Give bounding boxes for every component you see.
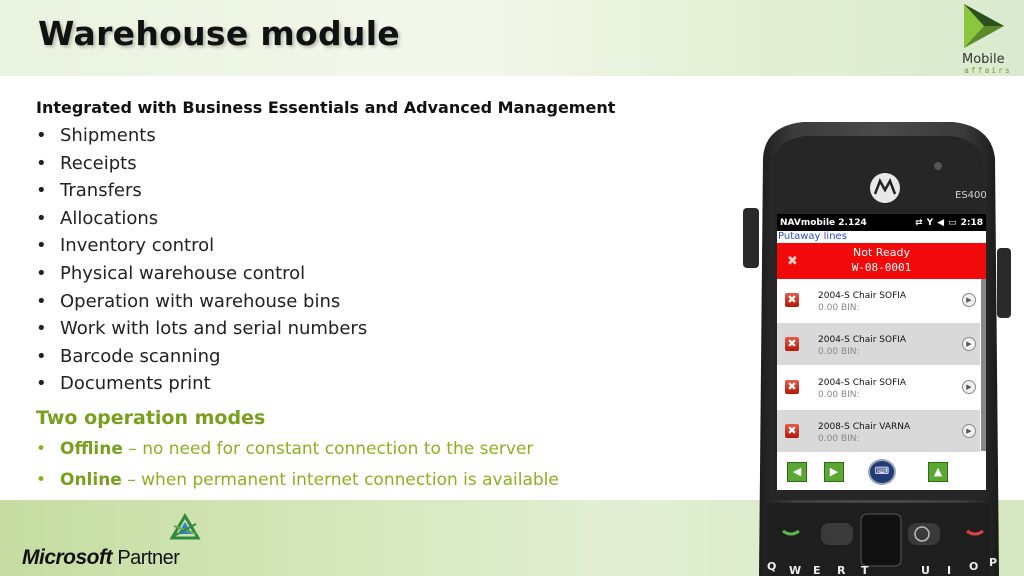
feature-item: • Transfers: [36, 178, 736, 206]
feature-item: • Work with lots and serial numbers: [36, 316, 736, 344]
svg-text:U: U: [921, 564, 930, 576]
slide-content: [36, 98, 736, 497]
feature-item: • Documents print: [36, 371, 736, 399]
line-detail: 0.00 BIN:: [818, 346, 860, 357]
logo-word-mobile: Mobile: [962, 52, 1005, 67]
svg-text:T: T: [861, 564, 869, 576]
feature-item: • Shipments: [36, 123, 736, 151]
scrollbar[interactable]: [981, 279, 986, 451]
feature-item: • Receipts: [36, 151, 736, 179]
mode-desc: – no need for constant connection to the server: [122, 438, 534, 459]
keyboard-icon[interactable]: ⌨: [868, 459, 896, 485]
back-button[interactable]: ◀: [787, 462, 807, 482]
svg-text:P: P: [989, 556, 998, 569]
motorola-logo-icon: [870, 173, 900, 203]
status-error-icon: ✖: [787, 254, 798, 269]
line-item: 2004-S Chair SOFIA: [818, 334, 907, 345]
line-item: 2004-S Chair SOFIA: [818, 291, 907, 301]
device-screen: [777, 214, 986, 490]
home-icon[interactable]: ▲: [928, 462, 948, 482]
arrow-right-icon[interactable]: ▶: [962, 337, 976, 351]
status-bar: [777, 214, 986, 231]
list-item[interactable]: [777, 279, 980, 323]
mode-desc: – when permanent internet connection is available: [121, 469, 559, 490]
partner-word: Partner: [117, 547, 180, 569]
logo-word-affairs: affairs: [964, 66, 1012, 75]
svg-text:R: R: [837, 564, 846, 576]
list-item[interactable]: [777, 323, 980, 367]
subheading: Integrated with Business Essentials and Advanced Management: [36, 98, 616, 117]
model-label: ES400: [955, 190, 987, 201]
volume-icon: ◀: [937, 217, 945, 228]
clock: 2:18: [960, 217, 983, 228]
arrow-right-icon[interactable]: ▶: [962, 380, 976, 394]
delete-icon[interactable]: ✖: [785, 293, 799, 307]
mode-name: Offline: [60, 438, 123, 459]
page-title: Warehouse module: [38, 14, 400, 53]
svg-text:W: W: [789, 564, 802, 576]
feature-list: [36, 123, 736, 399]
feature-item: • Inventory control: [36, 233, 736, 261]
mode-name: Online: [60, 469, 122, 490]
microsoft-partner-label: [22, 546, 179, 570]
svg-text:O: O: [969, 560, 979, 573]
feature-item: • Barcode scanning: [36, 344, 736, 372]
app-version: NAVmobile 2.124: [780, 217, 867, 228]
document-number: W-08-0001: [851, 261, 912, 274]
modes-list: [36, 435, 736, 497]
microsoft-partner-icon: [168, 512, 202, 546]
putaway-lines: [777, 279, 980, 453]
line-detail: 0.00 BIN:: [818, 433, 860, 444]
line-item: 2004-S Chair SOFIA: [818, 378, 907, 388]
svg-text:Q: Q: [767, 560, 777, 573]
mobile-affairs-logo: [960, 0, 1024, 76]
arrow-right-icon[interactable]: ▶: [962, 293, 976, 307]
feature-item: • Operation with warehouse bins: [36, 289, 736, 317]
document-status: Not Ready: [853, 246, 910, 259]
delete-icon[interactable]: ✖: [785, 380, 799, 394]
forward-button[interactable]: ▶: [824, 462, 844, 482]
svg-text:I: I: [947, 564, 952, 576]
line-item: 2008-S Chair VARNA: [818, 421, 911, 432]
delete-icon[interactable]: ✖: [785, 424, 799, 438]
signal-icon: Y: [926, 217, 934, 228]
battery-icon: ▭: [948, 217, 957, 228]
arrow-right-icon[interactable]: ▶: [962, 424, 976, 438]
line-detail: 0.00 BIN:: [818, 390, 860, 400]
delete-icon[interactable]: ✖: [785, 337, 799, 351]
play-logo-icon: [960, 0, 1024, 52]
svg-text:E: E: [813, 564, 821, 576]
screen-title: Putaway lines: [777, 231, 986, 243]
feature-item: • Allocations: [36, 206, 736, 234]
list-item[interactable]: [777, 410, 980, 454]
line-detail: 0.00 BIN:: [818, 303, 860, 313]
list-item[interactable]: [777, 366, 980, 410]
modes-heading: Two operation modes: [36, 406, 266, 429]
feature-item: • Physical warehouse control: [36, 261, 736, 289]
mode-item-offline: [36, 435, 736, 466]
mode-item-online: [36, 466, 736, 497]
microsoft-word: Microsoft: [22, 546, 112, 569]
document-header[interactable]: [777, 243, 986, 279]
slide-header: [0, 0, 1024, 76]
screen-toolbar: [777, 456, 986, 490]
sync-icon: ⇄: [915, 217, 923, 228]
